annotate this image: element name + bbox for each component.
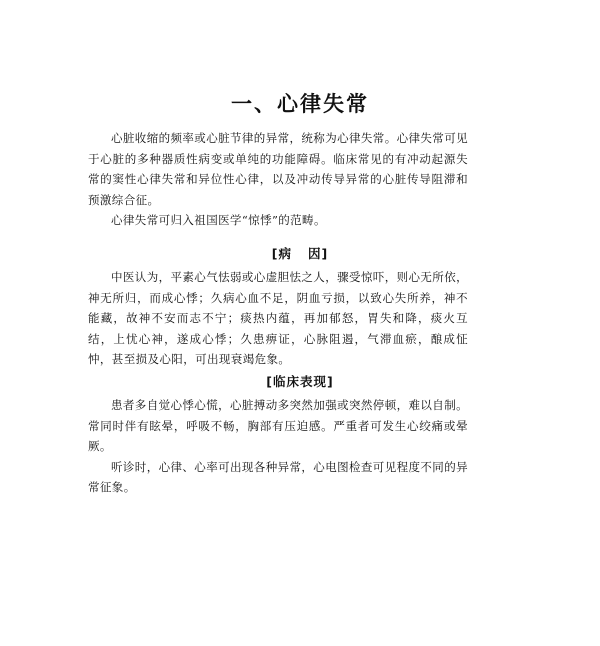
page-title: 一、心律失常 [231,92,369,116]
clinical-paragraph-1: 患者多自觉心悸心慌，心脏搏动多突然加强或突然停顿，难以自制。常同时伴有眩晕，呼吸不畅，胸部有压迫感。严重者可发生心绞痛或晕厥。 [88,398,468,453]
section-heading-cause-right: 因] [308,246,329,261]
cause-paragraph: 中医认为，平素心气怯弱或心虚胆怯之人，骤受惊吓，则心无所依，神无所归，而成心悸；久病心血不足，阴血亏损，以致心失所养，神不能藏，故神不安而志不宁；痰热内蕴，再加郁怒，胃失和降，痰火互结，上忧心神，遂成心悸；久患痹证，心脉阻遏，气滞血瘀，酿成怔忡，甚至损及心阳，可出现衰竭危象。 [88,270,468,366]
cause-section [88,267,468,370]
intro-paragraph-1: 心脏收缩的频率或心脏节律的异常，统称为心律失常。心律失常可见于心脏的多种器质性病变或单纯的功能障碍。临床常见的有冲动起源失常的窦性心律失常和异位性心律，以及冲动传导异常的心脏传导阻滞和预激综合征。 [88,131,468,207]
section-heading-cause [0,244,600,262]
intro-section [88,128,468,231]
section-heading-clinical: [临床表现] [266,374,334,389]
clinical-paragraph-2: 听诊时，心律、心率可出现各种异常，心电图检查可见程度不同的异常征象。 [88,459,468,494]
intro-paragraph-2: 心律失常可归入祖国医学“惊悸”的范畴。 [111,213,326,227]
clinical-section [88,395,468,498]
section-heading-cause-left: [病 [271,246,292,261]
